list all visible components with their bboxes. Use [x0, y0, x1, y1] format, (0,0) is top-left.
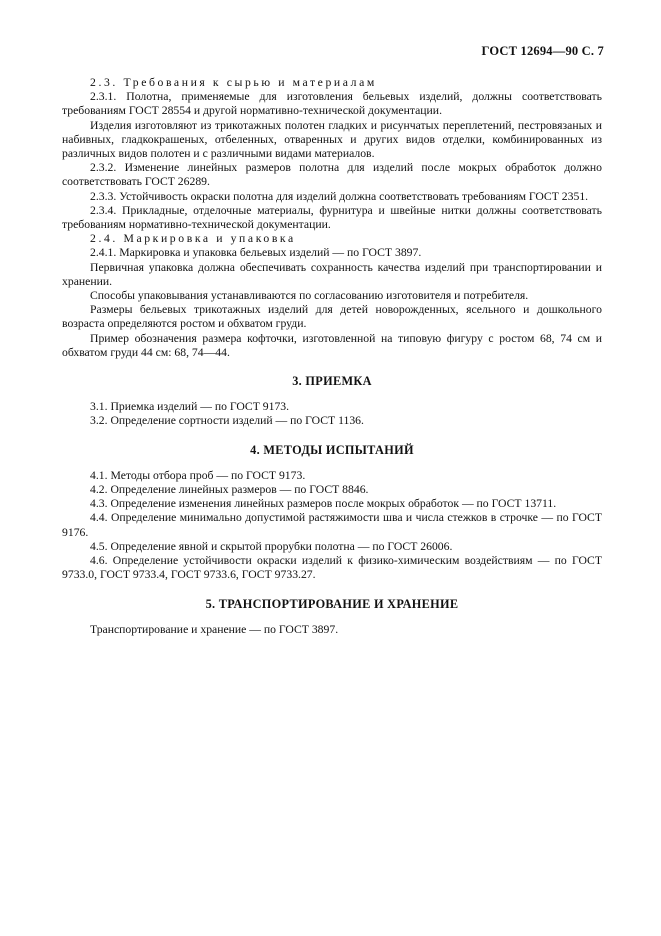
clause-4-5: 4.5. Определение явной и скрытой прорубки полотна — по ГОСТ 26006.	[90, 539, 453, 553]
page-header: ГОСТ 12694—90 С. 7	[481, 44, 604, 58]
clause-2-4-1-example: Пример обозначения размера кофточки, изготовленной на типовую фигуру с ростом 68, 74 см и обхватом груди 44 см: 68, 74—44.	[62, 331, 602, 359]
clause-2-3-4: 2.3.4. Прикладные, отделочные материалы, фурнитура и швейные нитки должны соответствовать требованиям нормативно-технической документации.	[62, 203, 602, 232]
clause-4-6: 4.6. Определение устойчивости окраски изделий к физико-химическим воздействиям — по ГОСТ 9733.0, ГОСТ 9733.4, ГОСТ 9733.6, ГОСТ 9733.27.	[62, 554, 602, 582]
clause-5: Транспортирование и хранение — по ГОСТ 3897.	[90, 622, 339, 636]
clause-2-4-heading: 2.4. Маркировка и упаковка	[90, 232, 296, 246]
clause-2-3-1-materials: Изделия изготовляют из трикотажных полотен гладких и рисунчатых переплетений, пестровязаных и набивных, гладкокрашеных, отбеленных, отваренных и других видов отделки, комбинированных из различных видов полотен и с различными видами материалов.	[62, 118, 602, 161]
clause-4-1: 4.1. Методы отбора проб — по ГОСТ 9173.	[90, 468, 306, 482]
clause-2-4-1-packaging: Первичная упаковка должна обеспечивать сохранность качества изделий при транспортировании и хранении.	[62, 260, 602, 288]
clause-3-1: 3.1. Приемка изделий — по ГОСТ 9173.	[90, 400, 290, 414]
clause-2-4-1-sizes: Размеры бельевых трикотажных изделий для детей новорожденных, ясельного и дошкольного возраста определяются ростом и обхватом груди.	[62, 303, 602, 331]
document-body	[62, 76, 602, 637]
clause-2-4-1-methods: Способы упаковывания устанавливаются по согласованию изготовителя и потребителя.	[90, 289, 529, 303]
section-5-title: 5. ТРАНСПОРТИРОВАНИЕ И ХРАНЕНИЕ	[205, 596, 459, 611]
clause-4-2: 4.2. Определение линейных размеров — по ГОСТ 8846.	[90, 483, 369, 497]
clause-2-3-1: 2.3.1. Полотна, применяемые для изготовления бельевых изделий, должны соответствовать требованиям ГОСТ 28554 и другой нормативно-технической документации.	[62, 90, 602, 118]
clause-4-4: 4.4. Определение минимально допустимой растяжимости шва и числа стежков в строчке — по ГОСТ 9176.	[62, 511, 602, 539]
clause-2-3-3: 2.3.3. Устойчивость окраски полотна для изделий должна соответствовать требованиям ГОСТ 2351.	[90, 189, 589, 203]
section-4-title: 4. МЕТОДЫ ИСПЫТАНИЙ	[250, 442, 414, 457]
clause-4-3: 4.3. Определение изменения линейных размеров после мокрых обработок — по ГОСТ 13711.	[90, 497, 557, 511]
clause-2-3-heading: 2.3. Требования к сырью и материалам	[90, 76, 377, 89]
section-3-title: 3. ПРИЕМКА	[292, 374, 372, 389]
clause-2-4-1: 2.4.1. Маркировка и упаковка бельевых изделий — по ГОСТ 3897.	[90, 246, 422, 260]
clause-2-3-2: 2.3.2. Изменение линейных размеров полотна для изделий после мокрых обработок должно соответствовать ГОСТ 26289.	[62, 161, 602, 189]
clause-3-2: 3.2. Определение сортности изделий — по ГОСТ 1136.	[90, 414, 364, 428]
